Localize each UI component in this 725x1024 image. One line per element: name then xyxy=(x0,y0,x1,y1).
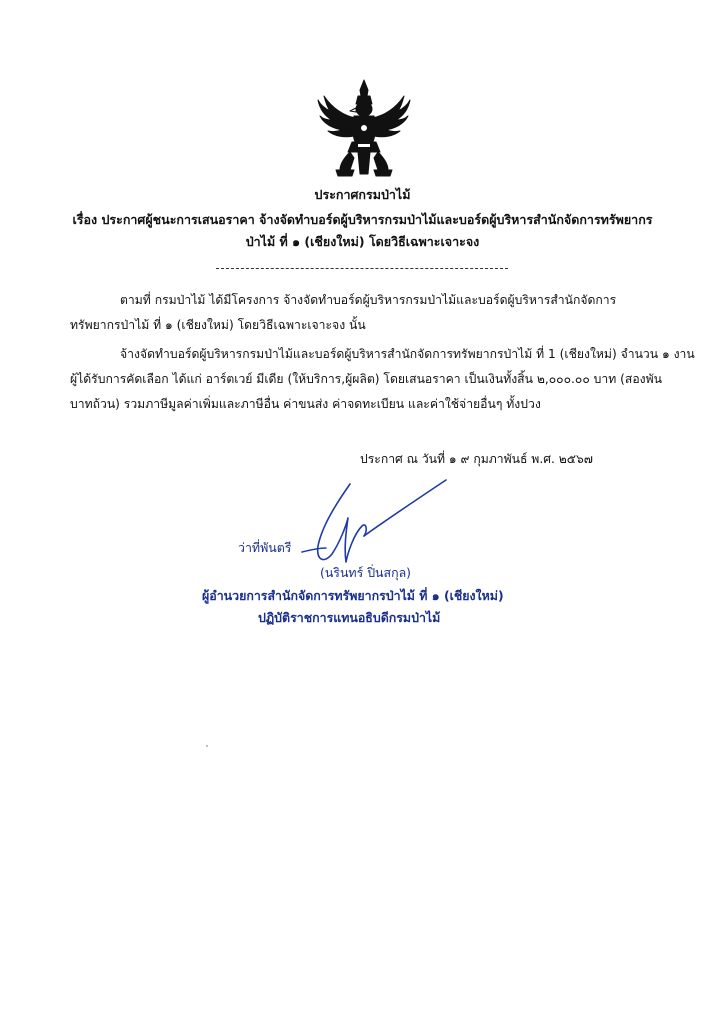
document-title: ประกาศกรมป่าไม้ xyxy=(314,187,411,202)
subject-line-1: เรื่อง ประกาศผู้ชนะการเสนอราคา จ้างจัดทำบอร์ดผู้บริหารกรมป่าไม้และบอร์ดผู้บริหารสำนักจัดการทรัพยากร xyxy=(72,212,653,227)
signer-rank: ว่าที่พันตรี xyxy=(238,540,292,555)
announcement-date: ประกาศ ณ วันที่ ๑ ๙ กุมภาพันธ์ พ.ศ. ๒๕๖๗ xyxy=(360,452,593,466)
paragraph-1-line-2: ทรัพยากรป่าไม้ ที่ ๑ (เชียงใหม่) โดยวิธีเฉพาะเจาะจง นั้น xyxy=(70,318,366,332)
scan-speck xyxy=(206,745,208,747)
signer-position: ผู้อำนวยการสำนักจัดการทรัพยากรป่าไม้ ที่ ๑ (เชียงใหม่) xyxy=(202,588,504,603)
paragraph-2-line-3: บาทถ้วน) รวมภาษีมูลค่าเพิ่มและภาษีอื่น ค่าขนส่ง ค่าจดทะเบียน และค่าใช้จ่ายอื่นๆ ทั้งปวง xyxy=(70,397,541,411)
subject-line-2: ป่าไม้ ที่ ๑ (เชียงใหม่) โดยวิธีเฉพาะเจาะจง xyxy=(245,234,480,249)
signer-name: (นรินทร์ ปิ่นสกุล) xyxy=(320,565,412,580)
title-divider xyxy=(216,268,508,269)
paragraph-2-line-2: ผู้ได้รับการคัดเลือก ได้แก่ อาร์ตเวย์ มีเดีย (ให้บริการ,ผู้ผลิต) โดยเสนอราคา เป็นเงินทั้งสิ้น ๒,๐๐๐.๐๐ บาท (สองพัน xyxy=(70,372,662,386)
paragraph-2-line-1: จ้างจัดทำบอร์ดผู้บริหารกรมป่าไม้และบอร์ดผู้บริหารสำนักจัดการทรัพยากรป่าไม้ ที่ 1 (เชียงใหม่) จำนวน ๑ งาน xyxy=(120,347,695,361)
paragraph-1-line-1: ตามที่ กรมป่าไม้ ได้มีโครงการ จ้างจัดทำบอร์ดผู้บริหารกรมป่าไม้และบอร์ดผู้บริหารสำนักจัดการ xyxy=(120,293,617,307)
signer-acting-position: ปฏิบัติราชการแทนอธิบดีกรมป่าไม้ xyxy=(258,610,441,625)
garuda-emblem-icon xyxy=(316,78,412,178)
